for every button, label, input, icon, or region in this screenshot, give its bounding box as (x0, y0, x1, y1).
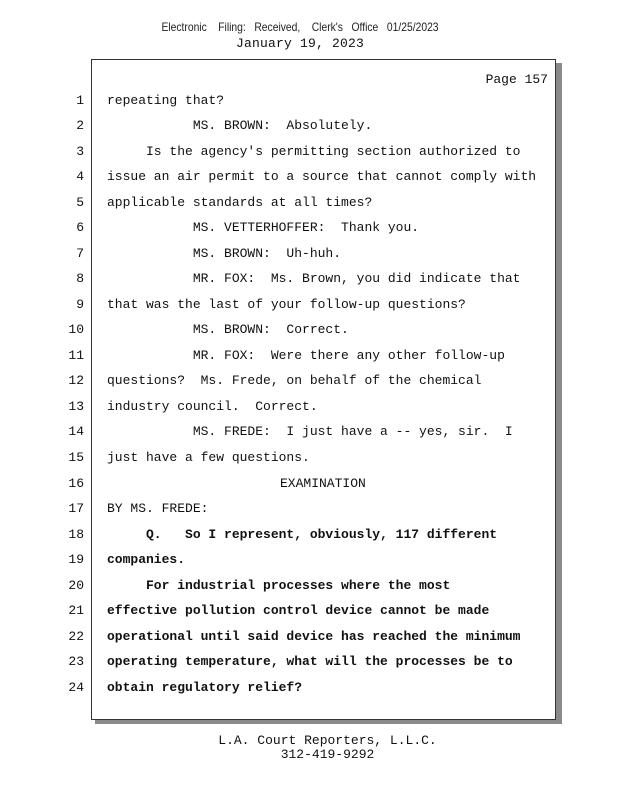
line-number: 7 (76, 246, 84, 261)
transcript-line (0, 476, 618, 496)
transcript-line (0, 680, 618, 700)
transcript-line (0, 93, 618, 113)
line-text: MS. BROWN: Correct. (107, 322, 349, 337)
line-number: 20 (68, 578, 84, 593)
transcript-date: January 19, 2023 (235, 36, 365, 51)
line-number: 1 (76, 93, 84, 108)
line-number: 14 (68, 424, 84, 439)
transcript-line (0, 629, 618, 649)
line-number: 16 (68, 476, 84, 491)
line-number: 19 (68, 552, 84, 567)
line-number: 18 (68, 527, 84, 542)
transcript-line (0, 578, 618, 598)
line-text: issue an air permit to a source that cannot comply with (107, 169, 537, 184)
transcript-line (0, 169, 618, 189)
line-number: 23 (68, 654, 84, 669)
transcript-line (0, 220, 618, 240)
line-number: 21 (68, 603, 84, 618)
transcript-line (0, 348, 618, 368)
line-text: applicable standards at all times? (107, 195, 373, 210)
line-number: 6 (76, 220, 84, 235)
line-text: just have a few questions. (107, 450, 310, 465)
reporter-name: L.A. Court Reporters, L.L.C. (218, 733, 437, 748)
transcript-line (0, 195, 618, 215)
line-number: 11 (68, 348, 84, 363)
line-text: companies. (107, 552, 186, 567)
transcript-line (0, 118, 618, 138)
line-text: For industrial processes where the most (107, 578, 451, 593)
line-number: 4 (76, 169, 84, 184)
transcript-line (0, 246, 618, 266)
line-text: effective pollution control device cannot be made (107, 603, 490, 618)
line-number: 8 (76, 271, 84, 286)
line-text: BY MS. FREDE: (107, 501, 209, 516)
line-number: 17 (68, 501, 84, 516)
transcript-line (0, 603, 618, 623)
transcript-line (0, 271, 618, 291)
page-number: Page 157 (485, 72, 548, 87)
transcript-line (0, 424, 618, 444)
line-text: operating temperature, what will the processes be to (107, 654, 513, 669)
line-number: 2 (76, 118, 84, 133)
section-heading: EXAMINATION (280, 476, 366, 491)
transcript-line (0, 399, 618, 419)
transcript-line (0, 527, 618, 547)
line-number: 12 (68, 373, 84, 388)
transcript-line (0, 373, 618, 393)
line-text: obtain regulatory relief? (107, 680, 303, 695)
line-text: MS. VETTERHOFFER: Thank you. (107, 220, 420, 235)
line-number: 22 (68, 629, 84, 644)
transcript-line (0, 654, 618, 674)
line-text: MS. BROWN: Uh-huh. (107, 246, 342, 261)
filing-stamp: Electronic Filing: Received, Clerk's Office 01/25/2023 (161, 20, 439, 34)
line-text: MR. FOX: Ms. Brown, you did indicate that (107, 271, 521, 286)
transcript-line (0, 552, 618, 572)
line-text: Q. So I represent, obviously, 117 different (107, 527, 498, 542)
transcript-line (0, 501, 618, 521)
transcript-line (0, 450, 618, 470)
line-text: MR. FOX: Were there any other follow-up (107, 348, 505, 363)
line-text: that was the last of your follow-up questions? (107, 297, 466, 312)
line-text: industry council. Correct. (107, 399, 318, 414)
line-number: 5 (76, 195, 84, 210)
line-text: operational until said device has reached the minimum (107, 629, 521, 644)
reporter-phone: 312-419-9292 (280, 747, 375, 762)
transcript-line (0, 322, 618, 342)
line-text: MS. BROWN: Absolutely. (107, 118, 373, 133)
line-text: MS. FREDE: I just have a -- yes, sir. I (107, 424, 513, 439)
line-number: 24 (68, 680, 84, 695)
line-text: Is the agency's permitting section authorized to (107, 144, 521, 159)
line-number: 15 (68, 450, 84, 465)
line-number: 13 (68, 399, 84, 414)
transcript-line (0, 297, 618, 317)
line-number: 9 (76, 297, 84, 312)
line-number: 10 (68, 322, 84, 337)
line-text: repeating that? (107, 93, 225, 108)
transcript-line (0, 144, 618, 164)
line-text: questions? Ms. Frede, on behalf of the chemical (107, 373, 482, 388)
line-number: 3 (76, 144, 84, 159)
